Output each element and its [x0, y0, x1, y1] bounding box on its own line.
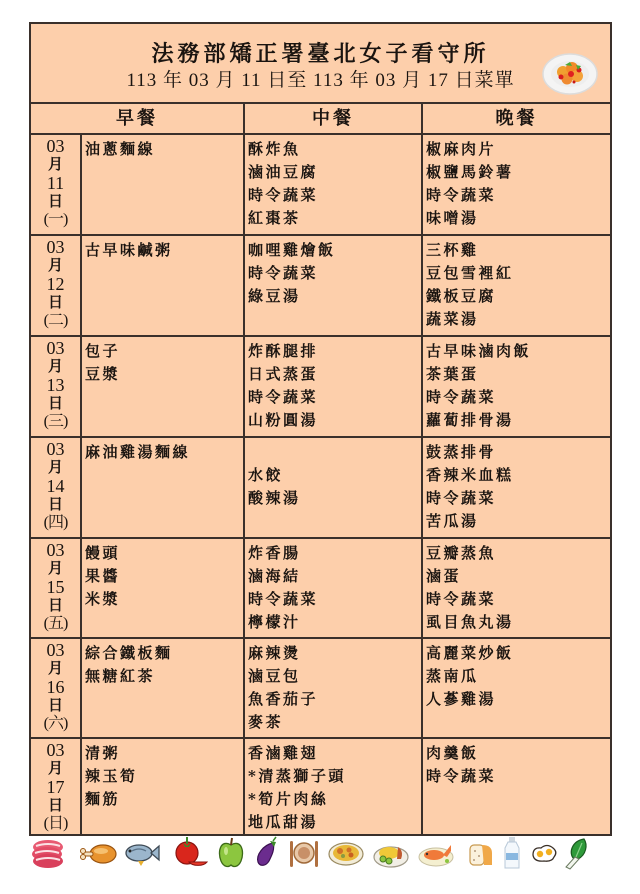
- menu-item: 香滷雞翅: [248, 744, 319, 762]
- menu-item: 清粥: [85, 744, 121, 762]
- date-day-label: 日: [47, 697, 63, 714]
- date-day-label: 日: [47, 597, 63, 614]
- menu-item: [426, 788, 610, 811]
- lunch-cell: [244, 437, 422, 538]
- menu-item: 日式蒸蛋: [248, 365, 319, 383]
- breakfast-cell: [81, 638, 244, 738]
- menu-item: 古早味滷肉飯: [426, 342, 532, 360]
- menu-item: [85, 464, 243, 487]
- menu-item: 時令蔬菜: [426, 388, 497, 406]
- menu-item: 綠豆湯: [248, 287, 301, 305]
- date-day: 13: [46, 375, 65, 395]
- date-day: 14: [46, 476, 65, 496]
- breakfast-cell: [81, 134, 244, 235]
- menu-item: 滷豆包: [248, 667, 301, 685]
- apple-icon: [217, 835, 245, 871]
- menu-item: 時令蔬菜: [248, 264, 319, 282]
- menu-item: *筍片肉絲: [248, 790, 329, 808]
- menu-item: 時令蔬菜: [426, 186, 497, 204]
- menu-item: [85, 386, 243, 409]
- date-weekday: (二): [43, 312, 68, 329]
- menu-item: 紅棗茶: [248, 209, 301, 227]
- dinner-header: 晚餐: [422, 103, 611, 134]
- menu-item: 地瓜甜湯: [248, 813, 319, 831]
- menu-item: 豆瓣蒸魚: [426, 544, 497, 562]
- day-row: [30, 738, 611, 835]
- date-day: 11: [46, 173, 65, 193]
- date-month: 03: [46, 640, 65, 660]
- meat-icon: [30, 835, 66, 871]
- day-row: [30, 235, 611, 336]
- breakfast-cell: [81, 437, 244, 538]
- menu-item: 滷蛋: [426, 567, 462, 585]
- date-day-label: 日: [47, 395, 63, 412]
- menu-item: 辣玉筍: [85, 767, 138, 785]
- date-day: 16: [46, 677, 65, 697]
- date-month: 03: [46, 540, 65, 560]
- menu-item: 咖哩雞燴飯: [248, 241, 336, 259]
- breakfast-cell: [81, 235, 244, 336]
- menu-item: [248, 308, 421, 331]
- breakfast-cell: [81, 738, 244, 835]
- fish-dish-icon: [417, 835, 455, 871]
- menu-item: 麻油雞湯麵線: [85, 443, 191, 461]
- menu-item: 蔬菜湯: [426, 310, 479, 328]
- menu-item: [248, 441, 421, 464]
- eggplant-icon: [253, 835, 279, 871]
- menu-item: 古早味鹹粥: [85, 241, 173, 259]
- menu-item: [85, 487, 243, 510]
- date-day-label: 日: [47, 193, 63, 210]
- menu-item: 麥茶: [248, 713, 284, 731]
- date-cell: [30, 134, 81, 235]
- fish-icon: [122, 835, 160, 871]
- menu-item: 時令蔬菜: [426, 489, 497, 507]
- lunch-cell: [244, 538, 422, 638]
- date-day: 17: [46, 777, 65, 797]
- date-cell: [30, 235, 81, 336]
- day-row: [30, 638, 611, 738]
- menu-item: 時令蔬菜: [248, 388, 319, 406]
- dinner-cell: [422, 738, 611, 835]
- date-day: 15: [46, 577, 65, 597]
- date-weekday: (三): [43, 413, 68, 430]
- menu-item: 味噌湯: [426, 209, 479, 227]
- menu-item: 高麗菜炒飯: [426, 644, 514, 662]
- menu-item: [248, 510, 421, 533]
- menu-item: 虱目魚丸湯: [426, 613, 514, 631]
- lunch-cell: [244, 638, 422, 738]
- date-month-label: 月: [47, 358, 63, 375]
- menu-item: 時令蔬菜: [248, 186, 319, 204]
- menu-item: 時令蔬菜: [426, 767, 497, 785]
- date-month-label: 月: [47, 257, 63, 274]
- menu-item: 炸香腸: [248, 544, 301, 562]
- menu-item: 麻辣燙: [248, 644, 301, 662]
- date-cell: [30, 336, 81, 437]
- date-cell: [30, 437, 81, 538]
- menu-item: 麵筋: [85, 790, 121, 808]
- dinner-cell: [422, 336, 611, 437]
- menu-item: 苦瓜湯: [426, 512, 479, 530]
- date-month-label: 月: [47, 760, 63, 777]
- day-row: [30, 134, 611, 235]
- date-day: 12: [46, 274, 65, 294]
- menu-item: 檸檬汁: [248, 613, 301, 631]
- date-month-label: 月: [47, 560, 63, 577]
- date-weekday: (一): [43, 211, 68, 228]
- menu-item: 蒸南瓜: [426, 667, 479, 685]
- date-day-label: 日: [47, 496, 63, 513]
- dinner-cell: [422, 638, 611, 738]
- menu-item: [85, 184, 243, 207]
- menu-item: 椒麻肉片: [426, 140, 497, 158]
- date-month-label: 月: [47, 660, 63, 677]
- menu-item: 滷海結: [248, 567, 301, 585]
- roast-chicken-icon: [78, 835, 118, 871]
- menu-item: 魚香茄子: [248, 690, 319, 708]
- lunch-cell: [244, 738, 422, 835]
- menu-item: 肉羹飯: [426, 744, 479, 762]
- dinner-cell: [422, 538, 611, 638]
- date-weekday: (四): [43, 514, 68, 531]
- dish-icon: [372, 835, 410, 871]
- menu-item: 豆包雪裡紅: [426, 264, 514, 282]
- curry-bowl-icon: [327, 835, 365, 871]
- menu-item: 水餃: [248, 466, 284, 484]
- date-month-label: 月: [47, 459, 63, 476]
- menu-item: 三杯雞: [426, 241, 479, 259]
- menu-item: *清蒸獅子頭: [248, 767, 346, 785]
- date-cell: [30, 538, 81, 638]
- menu-item: 酥炸魚: [248, 140, 301, 158]
- menu-item: 炸酥腿排: [248, 342, 319, 360]
- date-month: 03: [46, 237, 65, 257]
- date-cell: [30, 638, 81, 738]
- menu-item: 時令蔬菜: [426, 590, 497, 608]
- breakfast-header: 早餐: [30, 103, 244, 134]
- day-row: [30, 437, 611, 538]
- bread-icon: [467, 835, 495, 871]
- menu-item: [85, 161, 243, 184]
- date-month: 03: [46, 439, 65, 459]
- menu-item: 香辣米血糕: [426, 466, 514, 484]
- menu-item: [426, 711, 610, 734]
- menu-item: 油蔥麵線: [85, 140, 156, 158]
- menu-item: [426, 811, 610, 834]
- tomato-icon: [173, 835, 209, 871]
- date-month: 03: [46, 338, 65, 358]
- fried-eggs-icon: [530, 835, 558, 871]
- menu-item: 米漿: [85, 590, 121, 608]
- date-month: 03: [46, 740, 65, 760]
- menu-item: [85, 688, 243, 711]
- column-header-row: [30, 103, 611, 134]
- page-title: 法務部矯正署臺北女子看守所: [151, 41, 490, 67]
- plate-utensils-icon: [288, 835, 320, 871]
- menu-item: 山粉圓湯: [248, 411, 319, 429]
- menu-item: 綜合鐵板麵: [85, 644, 173, 662]
- menu-item: 果醬: [85, 567, 121, 585]
- date-cell: [30, 738, 81, 835]
- date-weekday: (日): [43, 815, 68, 832]
- milk-bottle-icon: [502, 835, 522, 871]
- lunch-cell: [244, 336, 422, 437]
- lunch-header: 中餐: [244, 103, 422, 134]
- menu-item: [85, 262, 243, 285]
- menu-item: 無糖紅茶: [85, 667, 156, 685]
- day-row: [30, 538, 611, 638]
- breakfast-cell: [81, 336, 244, 437]
- menu-item: 鼓蒸排骨: [426, 443, 497, 461]
- breakfast-cell: [81, 538, 244, 638]
- menu-item: 茶葉蛋: [426, 365, 479, 383]
- menu-item: 人蔘雞湯: [426, 690, 497, 708]
- bok-choy-icon: [562, 835, 590, 871]
- lunch-cell: [244, 235, 422, 336]
- date-day-label: 日: [47, 294, 63, 311]
- dinner-cell: [422, 437, 611, 538]
- menu-date-range: 113 年 03 月 11 日至 113 年 03 月 17 日菜單: [126, 70, 515, 91]
- menu-item: 豆漿: [85, 365, 121, 383]
- menu-item: 椒鹽馬鈴薯: [426, 163, 514, 181]
- dinner-cell: [422, 235, 611, 336]
- weekly-menu-table: [29, 22, 612, 836]
- food-plate-icon: [541, 50, 599, 96]
- menu-item: 酸辣湯: [248, 489, 301, 507]
- menu-item: 包子: [85, 342, 121, 360]
- date-weekday: (六): [43, 715, 68, 732]
- lunch-cell: [244, 134, 422, 235]
- menu-item: 滷油豆腐: [248, 163, 319, 181]
- menu-header: [30, 23, 611, 103]
- date-month: 03: [46, 136, 65, 156]
- dinner-cell: [422, 134, 611, 235]
- date-weekday: (五): [43, 615, 68, 632]
- menu-item: [85, 285, 243, 308]
- menu-item: 蘿蔔排骨湯: [426, 411, 514, 429]
- day-row: [30, 336, 611, 437]
- menu-item: 時令蔬菜: [248, 590, 319, 608]
- menu-item: 鐵板豆腐: [426, 287, 497, 305]
- date-day-label: 日: [47, 797, 63, 814]
- menu-item: 饅頭: [85, 544, 121, 562]
- date-month-label: 月: [47, 156, 63, 173]
